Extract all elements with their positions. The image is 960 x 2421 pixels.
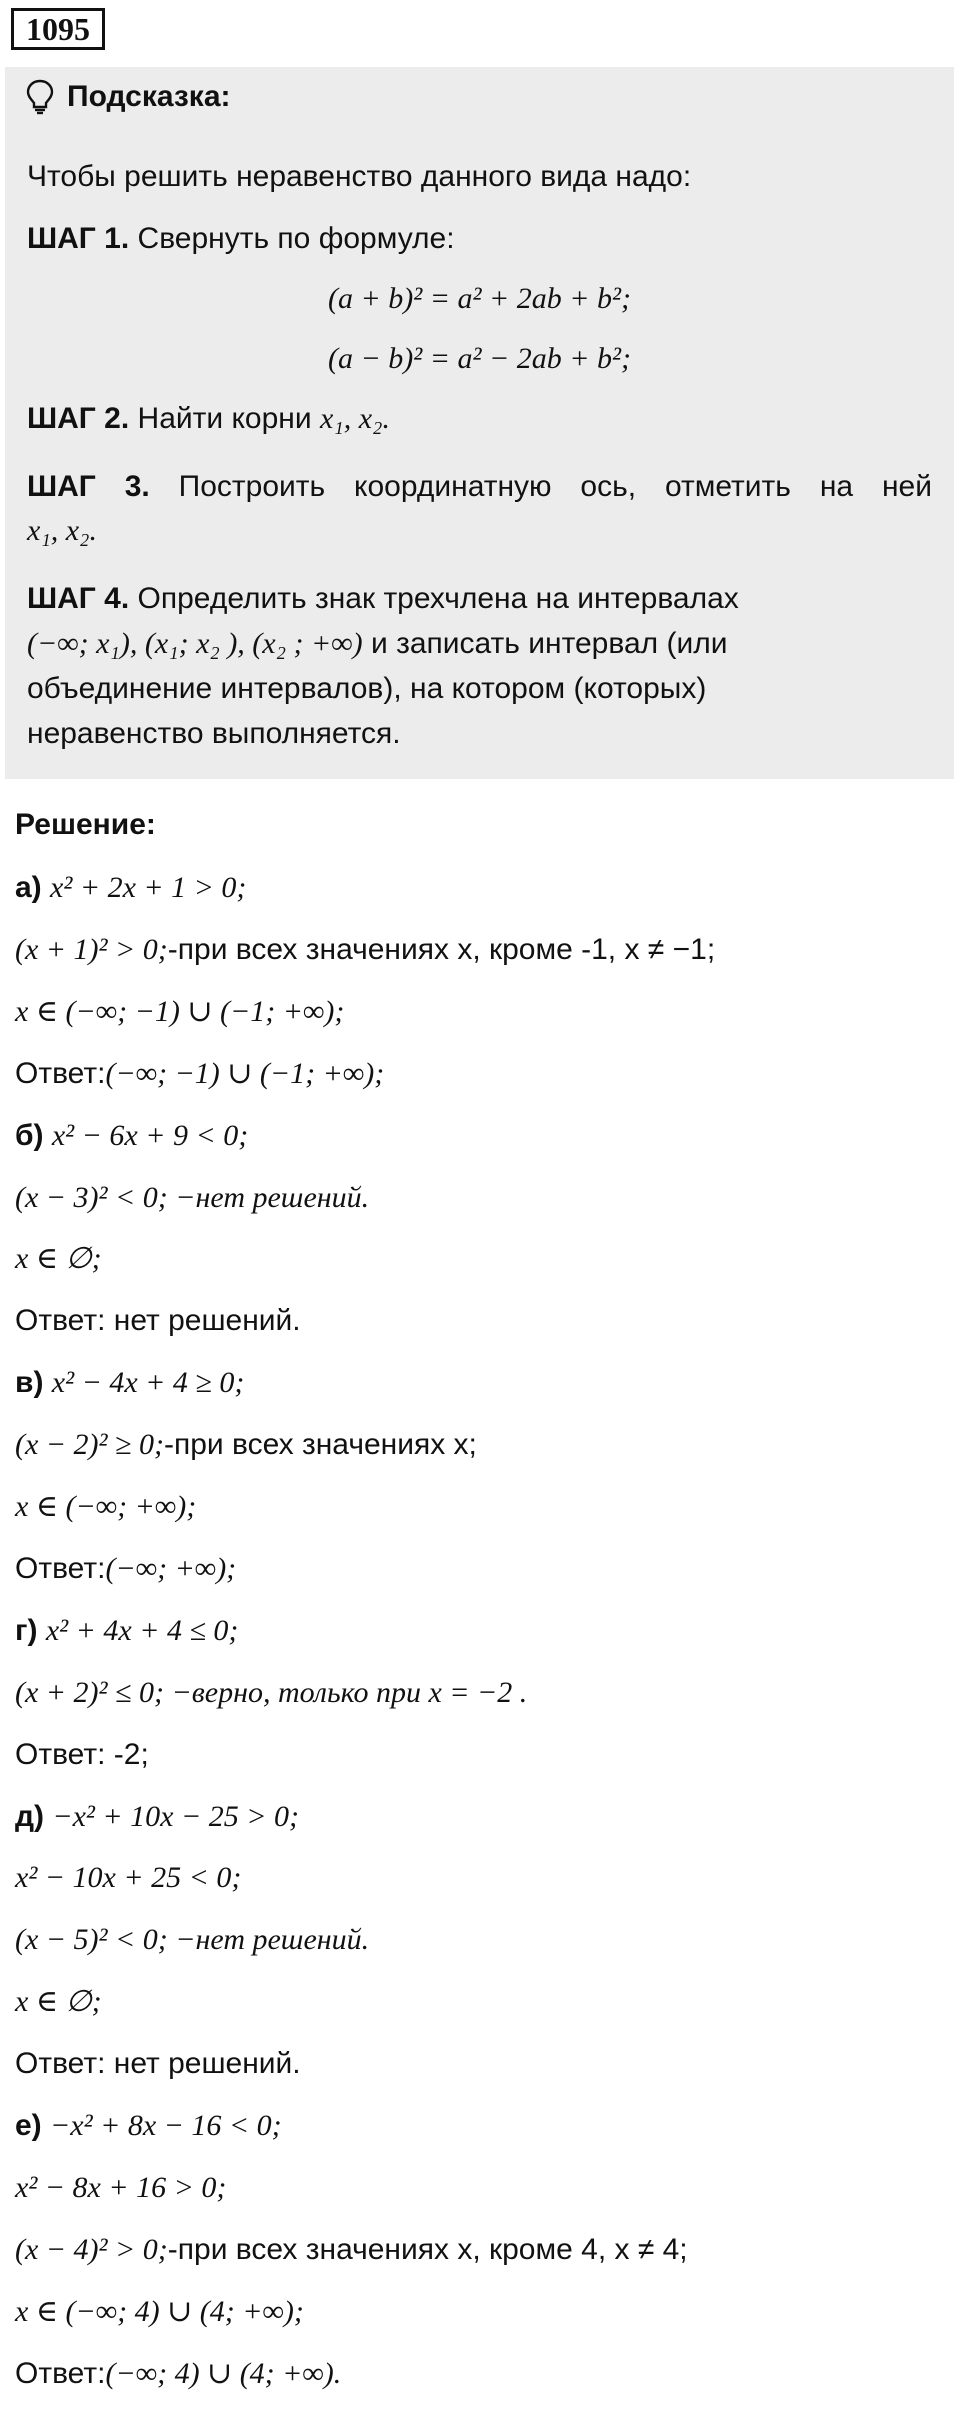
solution-line xyxy=(15,2042,301,2086)
solution-line xyxy=(15,2290,304,2334)
solution-line-math: (x − 2)² ≥ 0; xyxy=(15,1428,164,1461)
solution-line-math: x ∈ (−∞; 4) ∪ (4; +∞); xyxy=(15,2295,304,2328)
solution-line-text: -при всех значениях x, кроме 4, x ≠ 4; xyxy=(167,2233,688,2266)
hint-title xyxy=(25,79,231,115)
solution-line xyxy=(15,1609,238,1653)
step2-math: x₁, x₂. xyxy=(319,402,390,435)
solution-line xyxy=(15,1980,102,2024)
solution-line xyxy=(15,866,246,910)
solution-line-label: г) xyxy=(15,1614,46,1647)
solution-line-label: Ответ: нет решений. xyxy=(15,1304,301,1337)
solution-line-math: x ∈ (−∞; +∞); xyxy=(15,1490,197,1523)
solution-line xyxy=(15,1299,301,1343)
solution-line-math: x² − 4x + 4 ≥ 0; xyxy=(51,1366,245,1399)
solution-line-label: в) xyxy=(15,1366,52,1399)
solution-line-math: (−∞; −1) ∪ (−1; +∞); xyxy=(105,1057,385,1090)
hint-step4 xyxy=(27,577,932,621)
step1-label: ШАГ 1. xyxy=(27,222,130,255)
hint-title-text: Подсказка: xyxy=(67,80,231,113)
formula-diff-square: (a − b)² = a² − 2ab + b²; xyxy=(328,342,631,375)
step4-line2-text: и записать интервал (или xyxy=(362,627,728,660)
solution-line-math: x ∈ ∅; xyxy=(15,1242,102,1275)
solution-line xyxy=(15,1052,384,1096)
solution-line xyxy=(15,1547,236,1591)
solution-line-math: x² − 10x + 25 < 0; xyxy=(15,1861,242,1894)
step2-label: ШАГ 2. xyxy=(27,402,130,435)
hint-step4-line2 xyxy=(27,622,932,666)
hint-step4-line4: неравенство выполняется. xyxy=(27,717,401,750)
step3-text: Построить координатную ось, отметить на ней xyxy=(149,470,932,503)
solution-line xyxy=(15,1918,369,1962)
solution-line-math: (x + 1)² > 0; xyxy=(15,933,168,966)
solution-line-math: x² + 4x + 4 ≤ 0; xyxy=(45,1614,239,1647)
solution-line xyxy=(15,1671,527,1715)
exercise-number: 1095 xyxy=(11,8,105,50)
solution-line-text: -при всех значениях x; xyxy=(164,1428,477,1461)
solution-line-label: а) xyxy=(15,871,51,904)
solution-line xyxy=(15,928,715,972)
solution-line-math: −x² + 8x − 16 < 0; xyxy=(50,2109,282,2142)
solution-line xyxy=(15,1485,196,1529)
solution-line-math: (x − 5)² < 0; −нет решений. xyxy=(15,1923,370,1956)
solution-line-math: (x − 3)² < 0; −нет решений. xyxy=(15,1181,370,1214)
solution-line xyxy=(15,1237,102,1281)
solution-line-math: x ∈ (−∞; −1) ∪ (−1; +∞); xyxy=(15,995,345,1028)
step4-intervals: (−∞; x₁), (x₁; x₂ ), (x₂ ; +∞) xyxy=(27,627,363,660)
lightbulb-icon xyxy=(25,79,55,115)
solution-line-math: x² + 2x + 1 > 0; xyxy=(50,871,247,904)
solution-line xyxy=(15,1114,248,1158)
formula-sum-square: (a + b)² = a² + 2ab + b²; xyxy=(328,282,631,315)
step4-text: Определить знак трехчлена на интервалах xyxy=(129,582,739,615)
solution-line xyxy=(15,1361,244,1405)
solution-line xyxy=(15,2166,226,2210)
solution-line-label: е) xyxy=(15,2109,51,2142)
step4-label: ШАГ 4. xyxy=(27,582,130,615)
hint-box xyxy=(5,67,954,779)
solution-line xyxy=(15,2228,688,2272)
solution-line-text: -при всех значениях x, кроме -1, x ≠ −1; xyxy=(167,933,716,966)
hint-intro: Чтобы решить неравенство данного вида надо: xyxy=(27,160,692,193)
solution-line-label: Ответ: xyxy=(15,1552,106,1585)
hint-step1 xyxy=(27,217,932,261)
step2-text: Найти корни xyxy=(129,402,320,435)
solution-line-math: x ∈ ∅; xyxy=(15,1985,102,2018)
solution-line-math: (−∞; +∞); xyxy=(105,1552,237,1585)
solution-line-math: x² − 8x + 16 > 0; xyxy=(15,2171,227,2204)
solution-line xyxy=(15,1795,299,1839)
solution-line xyxy=(15,1856,241,1900)
solution-line-label: Ответ: xyxy=(15,2357,106,2390)
hint-step2 xyxy=(27,397,932,441)
solution-line-math: (x + 2)² ≤ 0; −верно, только при x = −2 . xyxy=(15,1676,528,1709)
solution-line-label: Ответ: нет решений. xyxy=(15,2047,301,2080)
solution-line xyxy=(15,990,344,1034)
solution-line-label: б) xyxy=(15,1119,52,1152)
solution-line-math: (x − 4)² > 0; xyxy=(15,2233,168,2266)
solution-line-math: (−∞; 4) ∪ (4; +∞). xyxy=(105,2357,342,2390)
hint-step3 xyxy=(27,465,932,509)
solution-line xyxy=(15,1176,369,1220)
solution-line-math: x² − 6x + 9 < 0; xyxy=(51,1119,249,1152)
solution-line-math: −x² + 10x − 25 > 0; xyxy=(52,1800,299,1833)
solution-line-label: д) xyxy=(15,1800,53,1833)
solution-line xyxy=(15,1733,149,1777)
hint-step4-line3: объединение интервалов), на котором (которых) xyxy=(27,672,707,705)
solution-heading: Решение: xyxy=(15,808,156,841)
step3-math: x₁, x₂. xyxy=(27,514,97,547)
solution-line xyxy=(15,1423,477,1467)
solution-line xyxy=(15,2352,341,2396)
solution-line-label: Ответ: xyxy=(15,1057,106,1090)
step3-label: ШАГ 3. xyxy=(27,470,150,503)
step1-text: Свернуть по формуле: xyxy=(129,222,455,255)
solution-line-label: Ответ: -2; xyxy=(15,1738,149,1771)
solution-line xyxy=(15,2104,282,2148)
